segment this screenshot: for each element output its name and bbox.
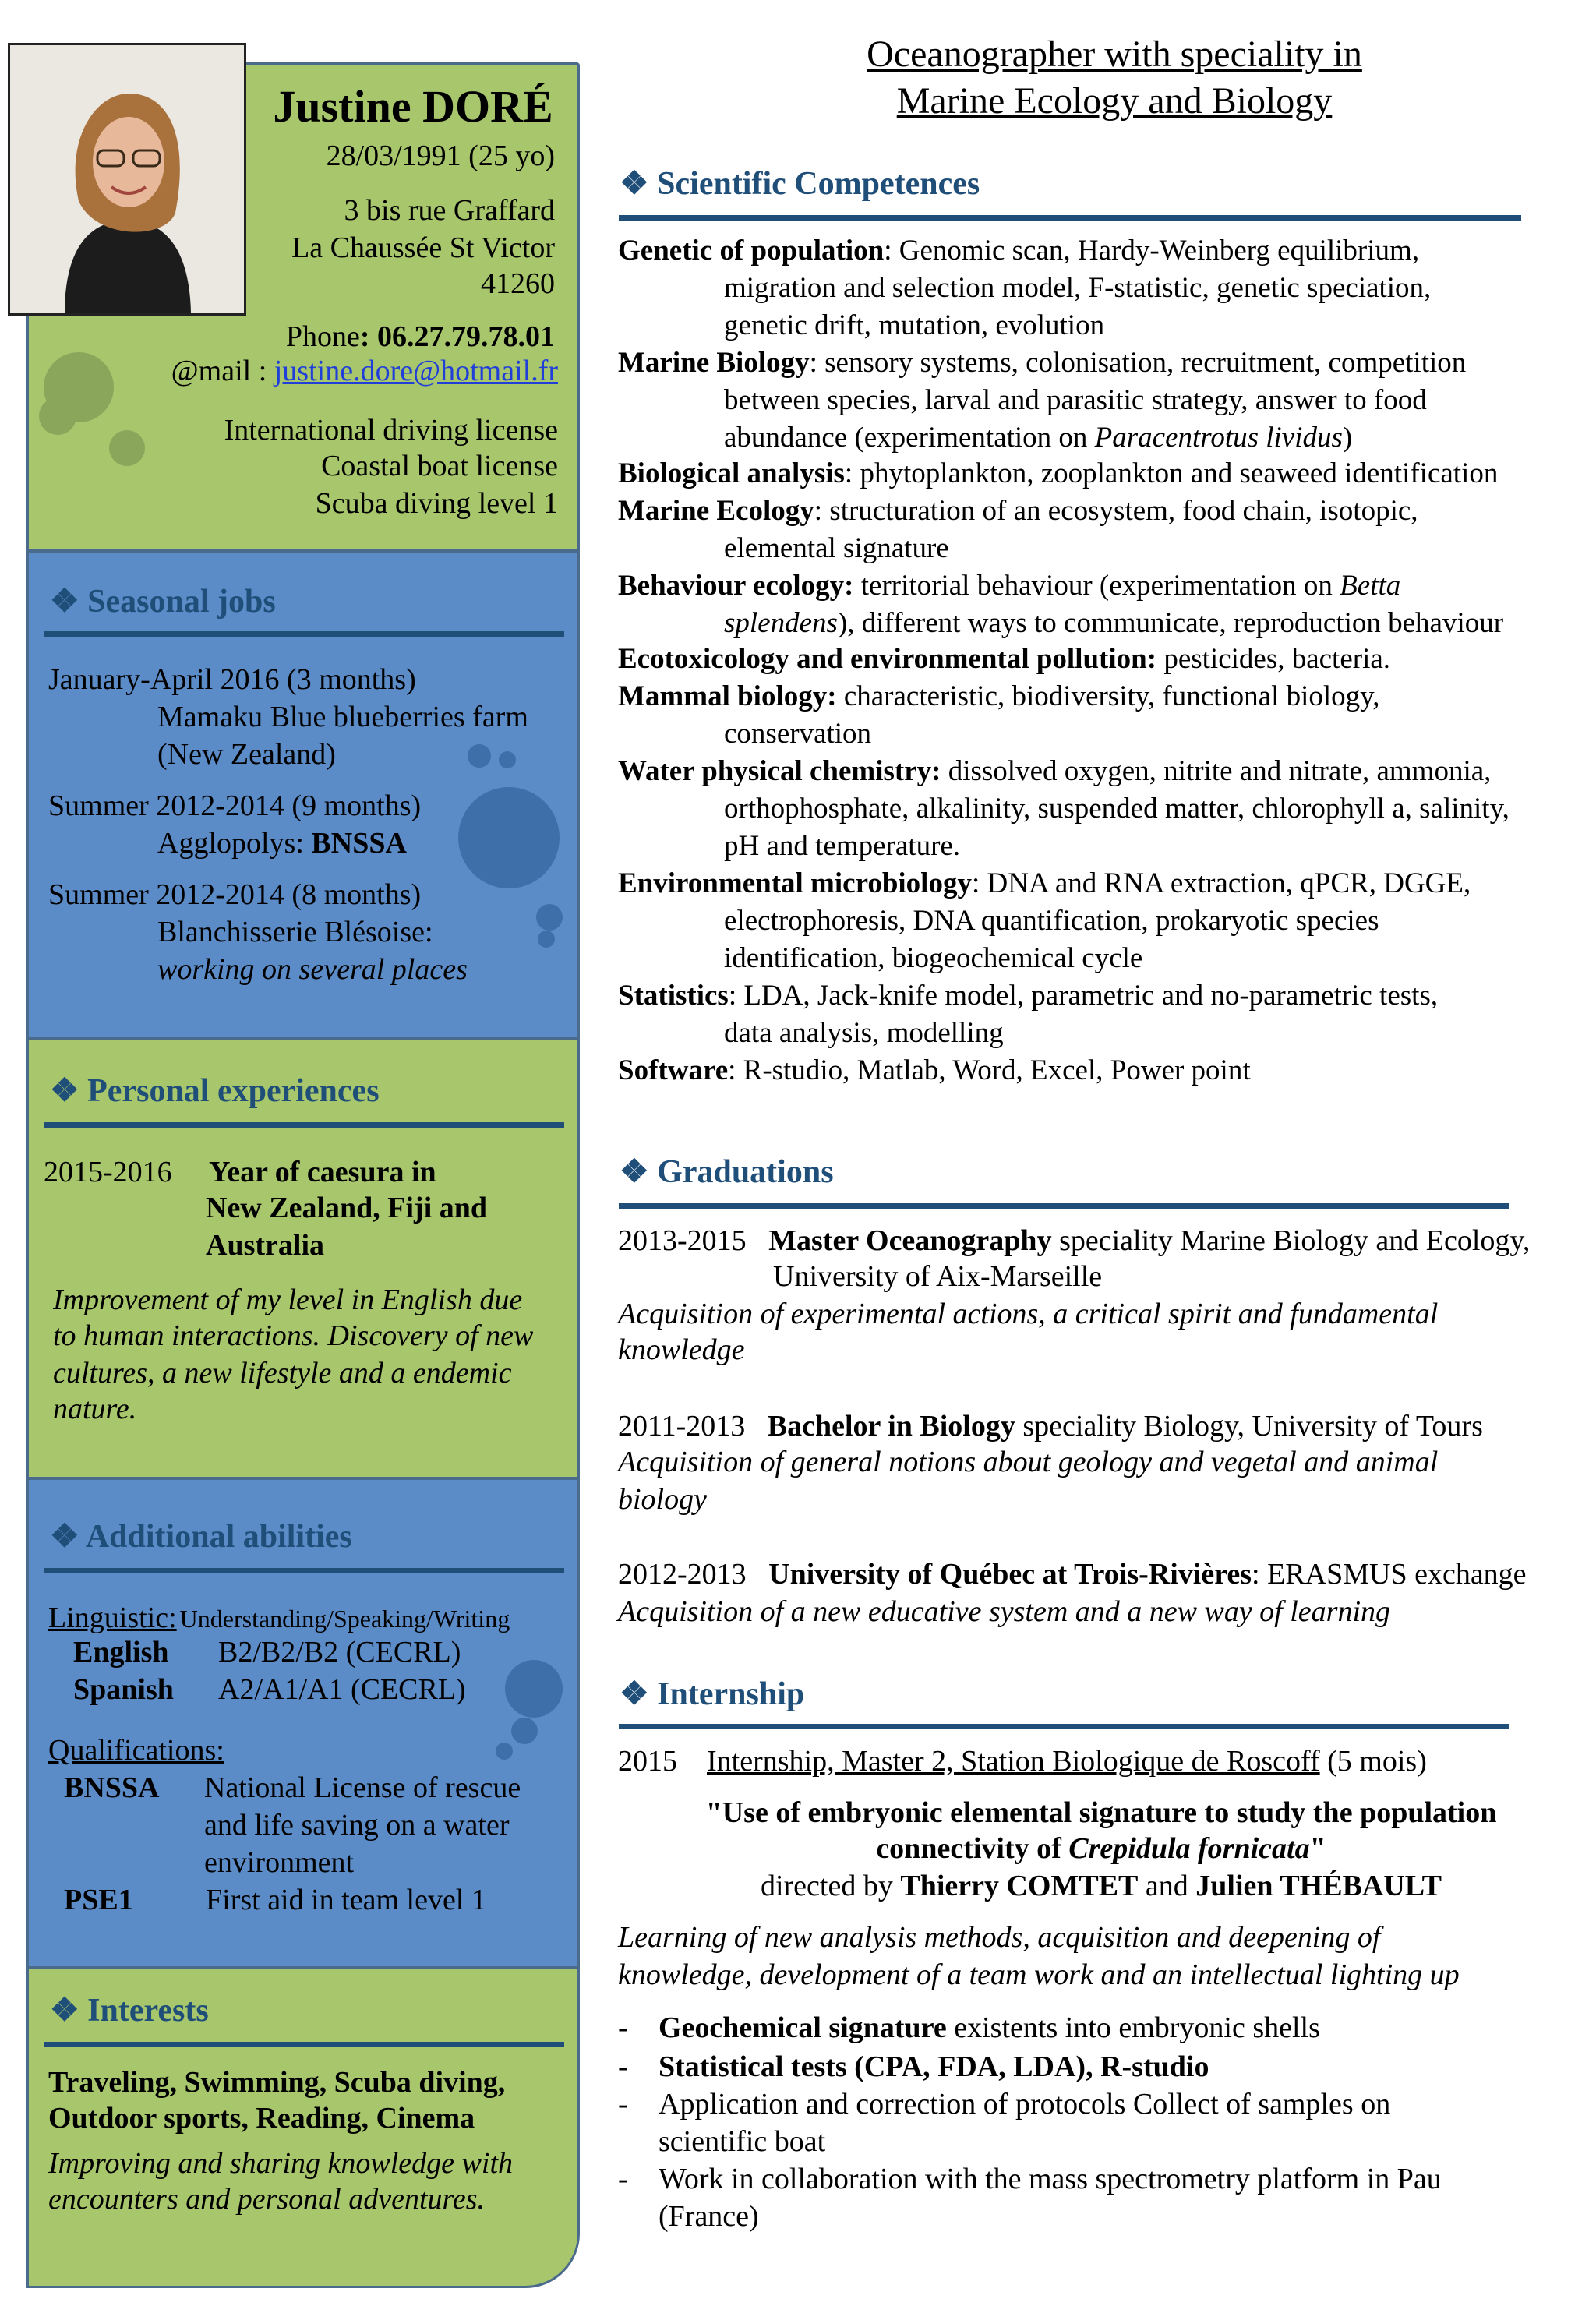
experience-description: to human interactions. Discovery of new xyxy=(53,1319,534,1352)
internship-subject: connectivity of Crepidula fornicata" xyxy=(876,1832,1326,1865)
diamond-bullet-icon: ❖ xyxy=(50,1993,79,2029)
internship-subject: "Use of embryonic elemental signature to study the population xyxy=(705,1796,1497,1829)
diamond-bullet-icon: ❖ xyxy=(620,1154,649,1190)
qualification-detail: environment xyxy=(204,1846,355,1879)
competence-marine-ecology: Marine Ecology: structuration of an ecosystem, food chain, isotopic, elemental signature xyxy=(618,495,1418,564)
linguistic-header: Linguistic: Understanding/Speaking/Writing xyxy=(48,1601,510,1634)
job-period: Summer 2012-2014 (8 months) xyxy=(48,878,422,911)
internship-supervisors: directed by Thierry COMTET and Julien THÉBAULT xyxy=(760,1870,1442,1902)
graduation-description: Acquisition of experimental actions, a critical spirit and fundamental xyxy=(618,1298,1439,1330)
page-title: Oceanographer with speciality in xyxy=(867,34,1362,75)
graduation-description: Acquisition of general notions about geology and vegetal and animal xyxy=(618,1446,1439,1478)
section-divider xyxy=(44,631,564,637)
competence-mammal-biology: Mammal biology: characteristic, biodiversity, functional biology, conservation xyxy=(618,680,1380,750)
experience-title: Year of caesura in xyxy=(209,1156,436,1188)
section-divider xyxy=(619,1203,1509,1209)
job-detail: Agglopolys: BNSSA xyxy=(157,827,407,860)
qualification-detail: First aid in team level 1 xyxy=(206,1884,486,1916)
internship-description: knowledge, development of a team work and an intellectual lighting up xyxy=(618,1958,1460,1991)
language-name: Spanish xyxy=(73,1673,174,1706)
experience-title: Australia xyxy=(206,1229,324,1262)
graduation-line: University of Aix-Marseille xyxy=(773,1260,1103,1293)
interests-list: Traveling, Swimming, Scuba diving, xyxy=(48,2066,506,2099)
interests-description: encounters and personal adventures. xyxy=(48,2183,486,2216)
list-item-continuation: scientific boat xyxy=(659,2125,826,2158)
experience-title: New Zealand, Fiji and xyxy=(206,1192,488,1224)
qualifications-header: Qualifications: xyxy=(48,1734,224,1767)
competence-microbiology: Environmental microbiology: DNA and RNA extraction, qPCR, DGGE, electrophoresis, DNA quantification, prokaryotic species identification, biogeochemical cycle xyxy=(618,867,1471,974)
job-detail: (New Zealand) xyxy=(157,738,336,771)
competence-genetics: Genetic of population: Genomic scan, Hardy-Weinberg equilibrium, migration and selection model, F-statistic, genetic speciation, genetic drift, mutation, evolution xyxy=(618,235,1432,341)
competence-marine-biology: Marine Biology: sensory systems, colonisation, recruitment, competition between species, larval and parasitic strategy, answer to food abundance (experimentation on Paracentrotus lividus) xyxy=(618,347,1467,454)
qualification-code: PSE1 xyxy=(64,1884,133,1916)
job-detail: Mamaku Blue blueberries farm xyxy=(157,701,528,733)
job-period: January-April 2016 (3 months) xyxy=(48,663,416,696)
job-period: Summer 2012-2014 (9 months) xyxy=(48,789,422,822)
decor-bubble xyxy=(511,1718,538,1744)
graduation-description: knowledge xyxy=(618,1333,745,1366)
language-name: English xyxy=(73,1636,169,1669)
decor-bubble xyxy=(538,931,555,948)
decor-bubble xyxy=(496,1743,513,1760)
address-line: 3 bis rue Graffard xyxy=(344,194,555,227)
list-item: - Work in collaboration with the mass spectrometry platform in Pau xyxy=(618,2163,1442,2195)
interests-description: Improving and sharing knowledge with xyxy=(48,2147,513,2180)
page-subtitle: Marine Ecology and Biology xyxy=(896,80,1333,122)
language-level: A2/A1/A1 (CECRL) xyxy=(218,1673,466,1706)
decor-bubble xyxy=(39,397,76,435)
graduation-line: 2011-2013 Bachelor in Biology speciality Biology, University of Tours xyxy=(618,1410,1483,1443)
section-divider xyxy=(619,1724,1509,1729)
competence-software: Software: R-studio, Matlab, Word, Excel, Power point xyxy=(618,1054,1251,1086)
birth-date: 28/03/1991 (25 yo) xyxy=(326,139,555,172)
section-heading-interests: ❖ Interests xyxy=(50,1993,209,2029)
address-line: La Chaussée St Victor xyxy=(291,231,555,264)
section-divider xyxy=(44,2042,564,2047)
qualification-code: BNSSA xyxy=(64,1771,160,1804)
list-item: - Application and correction of protocols Collect of samples on xyxy=(618,2088,1391,2121)
zip-code: 41260 xyxy=(481,267,555,300)
license-item: Coastal boat license xyxy=(321,450,558,482)
section-heading-additional-abilities: ❖ Additional abilities xyxy=(50,1519,352,1555)
internship-description: Learning of new analysis methods, acquisition and deepening of xyxy=(618,1921,1381,1954)
section-divider xyxy=(619,215,1521,221)
qualification-detail: National License of rescue xyxy=(204,1771,521,1804)
list-item: - Statistical tests (CPA, FDA, LDA), R-studio xyxy=(618,2050,1209,2083)
competence-statistics: Statistics: LDA, Jack-knife model, parametric and no-parametric tests, data analysis, modelling xyxy=(618,980,1439,1049)
experience-description: Improvement of my level in English due xyxy=(53,1284,523,1316)
graduation-description: Acquisition of a new educative system and a new way of learning xyxy=(618,1595,1391,1628)
section-heading-scientific-competences: ❖ Scientific Competences xyxy=(620,166,980,202)
license-item: Scuba diving level 1 xyxy=(315,487,558,520)
email-line: @mail : justine.dore@hotmail.fr xyxy=(171,355,558,387)
person-silhouette-icon xyxy=(10,45,244,313)
job-detail: working on several places xyxy=(157,953,468,986)
section-heading-graduations: ❖ Graduations xyxy=(620,1154,834,1190)
section-heading-seasonal-jobs: ❖ Seasonal jobs xyxy=(50,584,276,620)
section-heading-personal-experiences: ❖ Personal experiences xyxy=(50,1073,380,1109)
license-item: International driving license xyxy=(224,414,558,447)
candidate-name: Justine DORÉ xyxy=(273,81,553,132)
diamond-bullet-icon: ❖ xyxy=(620,166,649,202)
diamond-bullet-icon: ❖ xyxy=(50,1073,79,1109)
competence-water-chemistry: Water physical chemistry: dissolved oxygen, nitrite and nitrate, ammonia, orthophosphate, alkalinity, suspended matter, chlorophyll a, salinity, pH and temperature. xyxy=(618,755,1509,862)
section-divider xyxy=(44,1122,564,1128)
section-divider xyxy=(44,1568,564,1573)
profile-photo xyxy=(8,43,246,316)
competence-ecotoxicology: Ecotoxicology and environmental pollution: pesticides, bacteria. xyxy=(618,643,1391,675)
diamond-bullet-icon: ❖ xyxy=(50,1519,79,1555)
graduation-line: 2013-2015 Master Oceanography speciality Marine Biology and Ecology, xyxy=(618,1224,1531,1257)
diamond-bullet-icon: ❖ xyxy=(620,1676,649,1712)
interests-list: Outdoor sports, Reading, Cinema xyxy=(48,2102,475,2135)
experience-period: 2015-2016 xyxy=(44,1156,172,1188)
graduation-description: biology xyxy=(618,1483,707,1516)
section-heading-internship: ❖ Internship xyxy=(620,1676,805,1712)
email-link[interactable]: justine.dore@hotmail.fr xyxy=(274,355,558,387)
competence-biological-analysis: Biological analysis: phytoplankton, zooplankton and seaweed identification xyxy=(618,457,1499,489)
graduation-line: 2012-2013 University of Québec at Trois-Rivières: ERASMUS exchange xyxy=(618,1558,1527,1591)
experience-description: nature. xyxy=(53,1393,137,1425)
phone-line: Phone: 06.27.79.78.01 xyxy=(285,320,555,353)
competence-behaviour-ecology: Behaviour ecology: territorial behaviour (experimentation on Betta splendens), different ways to communicate, reproduction behaviour xyxy=(618,570,1504,639)
language-level: B2/B2/B2 (CECRL) xyxy=(218,1636,461,1669)
list-item: - Geochemical signature existents into embryonic shells xyxy=(618,2011,1320,2044)
list-item-continuation: (France) xyxy=(659,2200,759,2233)
experience-description: cultures, a new lifestyle and a endemic xyxy=(53,1357,512,1390)
internship-line: 2015 Internship, Master 2, Station Biologique de Roscoff (5 mois) xyxy=(618,1745,1427,1778)
decor-bubble xyxy=(505,1660,563,1718)
decor-bubble xyxy=(536,904,563,931)
job-detail: Blanchisserie Blésoise: xyxy=(157,916,433,948)
decor-bubble xyxy=(458,787,560,888)
qualification-detail: and life saving on a water xyxy=(204,1809,510,1842)
diamond-bullet-icon: ❖ xyxy=(50,584,79,620)
decor-bubble xyxy=(468,744,491,768)
decor-bubble xyxy=(499,751,516,768)
